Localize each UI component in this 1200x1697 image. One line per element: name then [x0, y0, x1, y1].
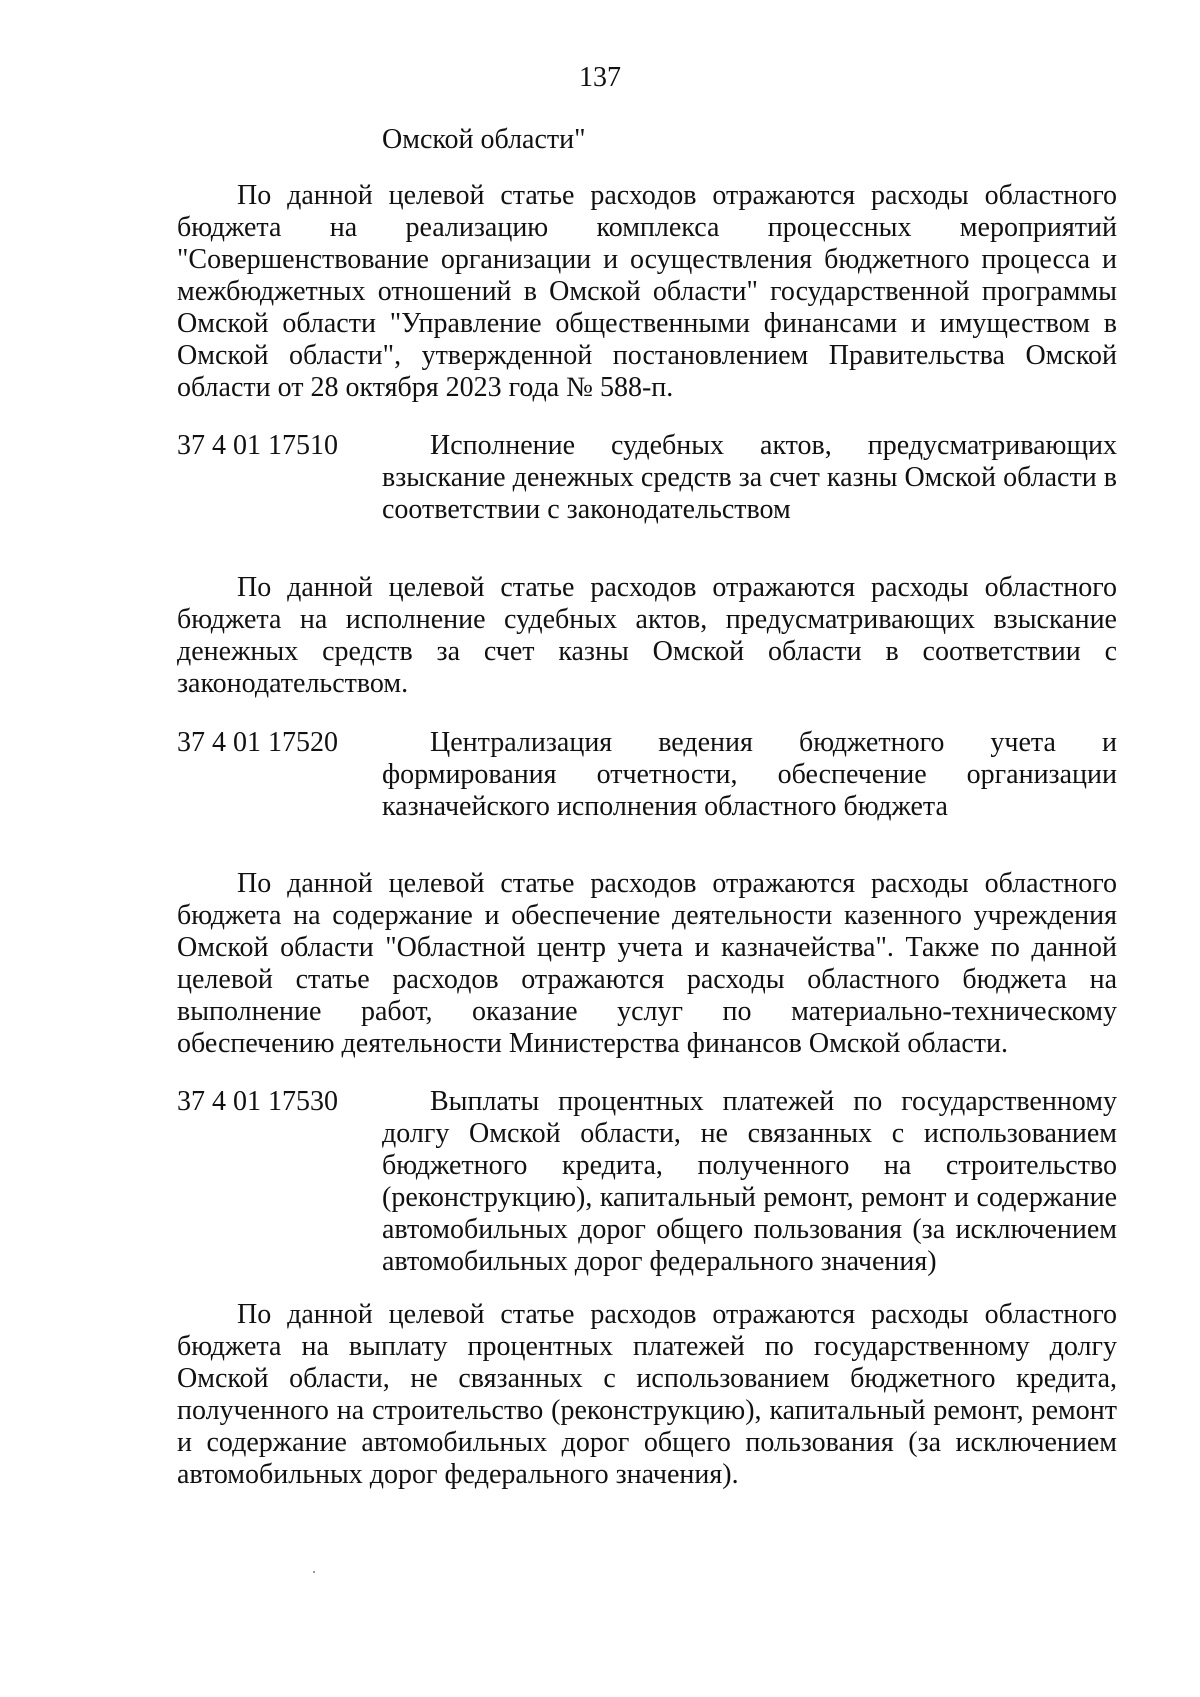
paragraph-2: По данной целевой статье расходов отражаются расходы областного бюджета на исполнение судебных актов, предусматривающих взыскание денежных средств за счет казны Омской области в соответствии с законодательством.: [177, 572, 1117, 699]
paragraph-1: По данной целевой статье расходов отражаются расходы областного бюджета на реализацию комплекса процессных мероприятий "Совершенствование организации и осуществления бюджетного процесса и межбюджетных отношений в Омской области" государственной программы Омской области "Управление общественными финансами и имуществом в Омской области", утвержденной постановлением Правительства Омской области от 28 октября 2023 года № 588-п.: [177, 180, 1117, 403]
paragraph-3: По данной целевой статье расходов отражаются расходы областного бюджета на содержание и обеспечение деятельности казенного учреждения Омской области "Областной центр учета и казначейства". Также по данной целевой статье расходов отражаются расходы областного бюджета на выполнение работ, оказание услуг по материально-техническому обеспечению деятельности Министерства финансов Омской области.: [177, 868, 1117, 1059]
entry-title: Выплаты процентных платежей по государственному долгу Омской области, не связанных с использованием бюджетного кредита, полученного на строительство (реконструкцию), капитальный ремонт, ремонт и содержание автомобильных дорог общего пользования (за исключением автомобильных дорог федерального значения): [382, 1086, 1117, 1277]
scan-speck: [313, 1571, 315, 1573]
page-number: 137: [579, 62, 621, 93]
entry-title: Централизация ведения бюджетного учета и формирования отчетности, обеспечение организации казначейского исполнения областного бюджета: [382, 727, 1117, 822]
entry-code: 37 4 01 17520: [177, 727, 338, 758]
paragraph-4: По данной целевой статье расходов отражаются расходы областного бюджета на выплату процентных платежей по государственному долгу Омской области, не связанных с использованием бюджетного кредита, полученного на строительство (реконструкцию), капитальный ремонт, ремонт и содержание автомобильных дорог общего пользования (за исключением автомобильных дорог федерального значения).: [177, 1299, 1117, 1490]
entry-title: Исполнение судебных актов, предусматривающих взыскание денежных средств за счет казны Омской области в соответствии с законодательством: [382, 430, 1117, 525]
entry-code: 37 4 01 17510: [177, 430, 338, 461]
continuation-text: Омской области": [382, 124, 586, 155]
entry-code: 37 4 01 17530: [177, 1086, 338, 1117]
